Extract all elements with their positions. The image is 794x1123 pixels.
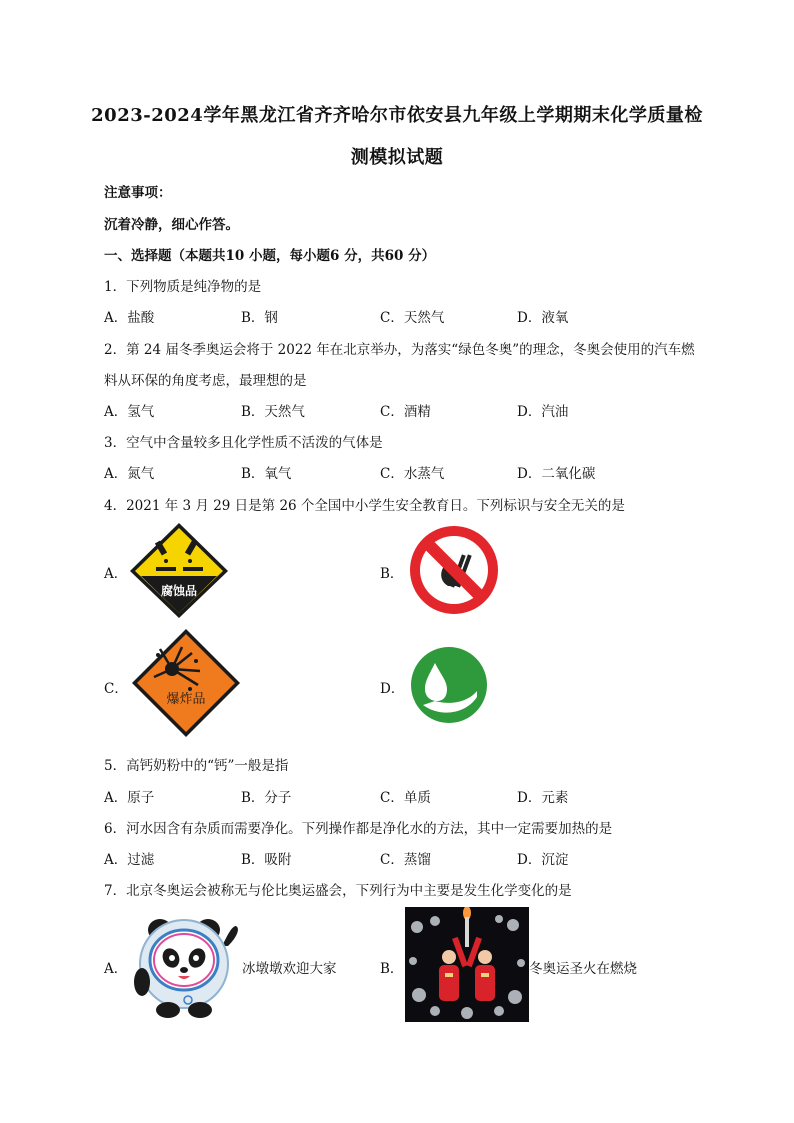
exam-title-line1: 2023-2024学年黑龙江省齐齐哈尔市依安县九年级上学期期末化学质量检 [91,105,703,126]
q6-option-d: D．沉淀 [517,852,569,868]
section1-heading: 一、选择题（本题共10 小题，每小题6 分，共60 分） [104,248,436,264]
q1-option-b: B．钢 [241,310,278,326]
q5-stem: 5．高钙奶粉中的“钙”一般是指 [104,758,289,774]
q7-option-a-caption: 冰墩墩欢迎大家 [242,961,337,977]
q1-option-d: D．液氧 [517,310,569,326]
q2-option-c: C．酒精 [380,404,431,420]
corrosive-sign-icon [128,521,230,619]
no-fire-sign-icon [408,524,500,616]
q4-option-a-label: A． [104,566,128,582]
q7-option-a-label: A． [104,961,128,977]
q3-option-c: C．水蒸气 [380,466,445,482]
q7-option-b-caption: 冬奥运圣火在燃烧 [529,961,637,977]
q2-stem-line1: 2．第 24 届冬季奥运会将于 2022 年在北京举办，为落实“绿色冬奥”的理念，冬奥会使用的汽车燃 [104,342,695,358]
q1-stem: 1．下列物质是纯净物的是 [104,279,262,295]
q4-option-b-label: B． [380,566,404,582]
q2-option-a: A．氢气 [104,404,155,420]
q2-stem-line2: 料从环保的角度考虑，最理想的是 [104,373,307,389]
corrosive-sign-text: 腐蚀品 [160,584,198,598]
notes-text: 沉着冷静，细心作答。 [104,217,239,233]
q3-option-a: A．氮气 [104,466,155,482]
water-saving-sign-icon [409,645,489,725]
q5-option-a: A．原子 [104,790,155,806]
notes-heading: 注意事项： [104,185,172,201]
q7-stem: 7．北京冬奥运会被称无与伦比奥运盛会，下列行为中主要是发生化学变化的是 [104,883,572,899]
q4-stem: 4．2021 年 3 月 29 日是第 26 个全国中小学生安全教育日。下列标识与安全无关的是 [104,498,625,514]
explosive-sign-icon [130,627,242,739]
q2-option-d: D．汽油 [517,404,569,420]
q7-option-b-label: B． [380,961,404,977]
q4-option-c-label: C． [104,681,128,697]
exam-title-line2: 测模拟试题 [350,147,444,168]
q3-option-b: B．氧气 [241,466,292,482]
explosive-sign-text: 爆炸品 [166,692,206,707]
q5-option-d: D．元素 [517,790,569,806]
q5-option-c: C．单质 [380,790,431,806]
q3-option-d: D．二氧化碳 [517,466,596,482]
q5-option-b: B．分子 [241,790,292,806]
q4-option-d-label: D． [380,681,405,697]
bing-dwen-dwen-mascot-icon [128,906,242,1022]
olympic-torch-photo-icon [405,907,529,1022]
q1-option-a: A．盐酸 [104,310,155,326]
q2-option-b: B．天然气 [241,404,305,420]
q3-stem: 3．空气中含量较多且化学性质不活泼的气体是 [104,435,383,451]
q1-option-c: C．天然气 [380,310,445,326]
q6-option-a: A．过滤 [104,852,155,868]
q6-option-c: C．蒸馏 [380,852,431,868]
q6-option-b: B．吸附 [241,852,292,868]
q6-stem: 6．河水因含有杂质而需要净化。下列操作都是净化水的方法，其中一定需要加热的是 [104,821,613,837]
